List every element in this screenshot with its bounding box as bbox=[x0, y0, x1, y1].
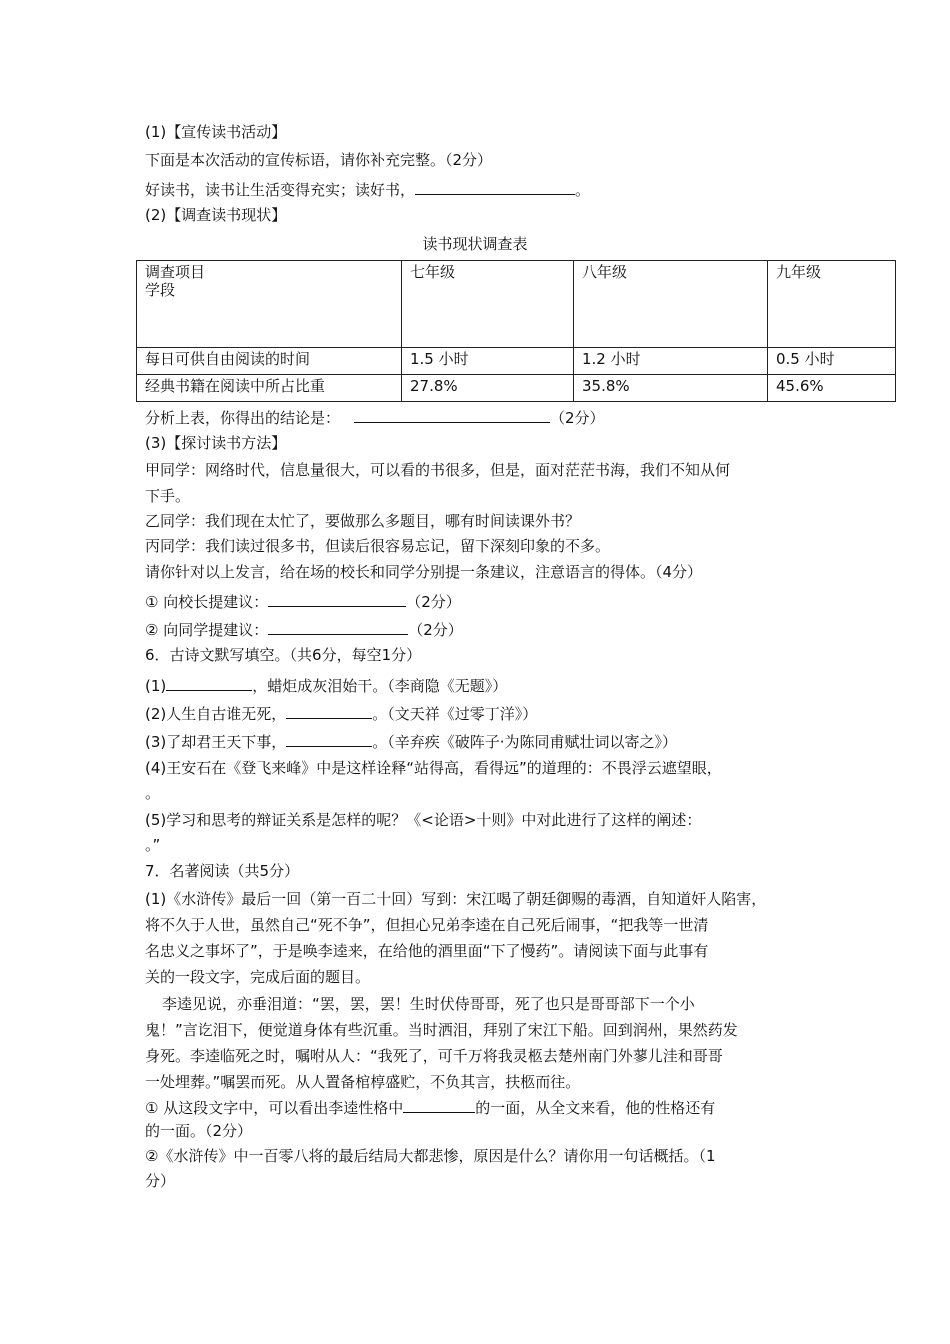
section-2-heading: (2)【调查读书现状】 bbox=[145, 206, 287, 224]
excerpt-line: 鬼！”言讫泪下，便觉道身体有些沉重。当时洒泪，拜别了宋江下船。回到润州，果然药发 bbox=[145, 1021, 738, 1039]
row-label: 经典书籍在阅读中所占比重 bbox=[137, 375, 402, 402]
question-6-heading: 6．古诗文默写填空。（共6分，每空1分） bbox=[145, 646, 422, 664]
excerpt-line: 李逵见说，亦垂泪道：“罢，罢，罢！生时伏侍哥哥，死了也只是哥哥部下一个小 bbox=[162, 995, 695, 1013]
q7-sub1-line bbox=[145, 1096, 715, 1118]
table-cell: 27.8% bbox=[402, 375, 574, 402]
table-cell: 1.5 小时 bbox=[402, 348, 574, 375]
poem-blank-2[interactable] bbox=[286, 702, 372, 719]
poem-line-1-num: (1) bbox=[145, 677, 167, 695]
speaker-yi: 乙同学：我们现在太忙了，要做那么多题目，哪有时间读课外书？ bbox=[145, 512, 581, 530]
table-header-row bbox=[137, 261, 896, 348]
excerpt-line: 身死。李逵临死之时，嘱咐从人：“我死了，可千万将我灵柩去楚州南门外蓼儿洼和哥哥 bbox=[145, 1047, 723, 1065]
classmates-suggestion-line bbox=[145, 618, 463, 640]
poem-line-3 bbox=[145, 730, 677, 752]
principal-points: （2分） bbox=[406, 593, 461, 611]
poem-line-3-text: (3)了却君王天下事， bbox=[145, 733, 287, 751]
survey-table bbox=[136, 260, 896, 402]
table-corner-cell bbox=[137, 261, 402, 348]
q7-sub1-prompt: ① 从这段文字中，可以看出李逵性格中 bbox=[145, 1099, 404, 1117]
grade-header: 八年级 bbox=[574, 261, 768, 348]
q7-intro-line: 名忠义之事坏了”，于是唤李逵来，在给他的酒里面“下了慢药”。请阅读下面与此事有 bbox=[145, 942, 709, 960]
section-1-instruction: 下面是本次活动的宣传标语，请你补充完整。（2分） bbox=[145, 151, 493, 169]
poem-line-2 bbox=[145, 702, 537, 724]
poem-line-1-text: ，蜡炬成灰泪始干。（李商隐《无题》） bbox=[252, 677, 508, 695]
conclusion-line bbox=[145, 406, 605, 428]
row-label: 每日可供自由阅读的时间 bbox=[137, 348, 402, 375]
table-cell: 0.5 小时 bbox=[768, 348, 896, 375]
speaker-jia-line-1: 甲同学：网络时代，信息量很大，可以看的书很多，但是，面对茫茫书海，我们不知从何 bbox=[145, 461, 731, 479]
q7-intro-line: 将不久于人世，虽然自己“死不争”，但担心兄弟李逵在自己死后闹事，“把我等一世清 bbox=[145, 916, 709, 934]
section-3-heading: (3)【探讨读书方法】 bbox=[145, 434, 287, 452]
slogan-text: 好读书，读书让生活变得充实；读好书， bbox=[145, 181, 416, 199]
q7-sub2-line-2: 分） bbox=[145, 1172, 176, 1190]
corner-label-grade: 学段 bbox=[145, 281, 176, 299]
poem-line-5: (5)学习和思考的辩证关系是怎样的呢？《<论语>十则》中对此进行了这样的阐述： bbox=[145, 811, 702, 829]
corner-label-item: 调查项目 bbox=[145, 263, 206, 281]
poem-line-3-source: 。（辛弃疾《破阵子·为陈同甫赋壮词以寄之》） bbox=[372, 733, 678, 751]
poem-blank-1[interactable] bbox=[166, 674, 252, 691]
speaker-jia-line-2: 下手。 bbox=[145, 487, 191, 505]
poem-line-4-end: 。 bbox=[145, 784, 161, 802]
poem-line-2-text: (2)人生自古谁无死， bbox=[145, 705, 287, 723]
table-row bbox=[137, 375, 896, 402]
classmates-points: （2分） bbox=[408, 621, 463, 639]
slogan-end: 。 bbox=[575, 181, 591, 199]
excerpt-line: 一处埋葬。”嘱罢而死。从人置备棺椁盛贮，不负其言，扶柩而往。 bbox=[145, 1073, 581, 1091]
q7-sub1-continue: 的一面，从全文来看，他的性格还有 bbox=[475, 1099, 716, 1117]
slogan-line bbox=[145, 178, 590, 200]
speaker-bing: 丙同学：我们读过很多书，但读后很容易忘记，留下深刻印象的不多。 bbox=[145, 537, 611, 555]
q7-sub2-line: ②《水浒传》中一百零八将的最后结局大都悲惨，原因是什么？请你用一句话概括。（1 bbox=[145, 1147, 716, 1165]
principal-prompt: ① 向校长提建议： bbox=[145, 593, 269, 611]
q7-sub1-line-2: 的一面。（2分） bbox=[145, 1122, 253, 1140]
table-title: 读书现状调查表 bbox=[422, 235, 528, 253]
poem-line-4: (4)王安石在《登飞来峰》中是这样诠释“站得高，看得远”的道理的：不畏浮云遮望眼， bbox=[145, 759, 722, 777]
q7-intro-line: (1)《水浒传》最后一回（第一百二十回）写到：宋江喝了朝廷御赐的毒酒，自知道奸人陷害， bbox=[145, 890, 767, 908]
classmates-answer-blank[interactable] bbox=[268, 618, 408, 635]
classmates-prompt: ② 向同学提建议： bbox=[145, 621, 269, 639]
poem-line-1 bbox=[145, 674, 507, 696]
slogan-answer-blank[interactable] bbox=[415, 178, 575, 195]
grade-header: 九年级 bbox=[768, 261, 896, 348]
grade-header: 七年级 bbox=[402, 261, 574, 348]
section-1-heading: (1)【宣传读书活动】 bbox=[145, 123, 287, 141]
table-row bbox=[137, 348, 896, 375]
table-cell: 35.8% bbox=[574, 375, 768, 402]
q7-intro-line: 关的一段文字，完成后面的题目。 bbox=[145, 968, 371, 986]
question-7-heading: 7．名著阅读（共5分） bbox=[145, 862, 300, 880]
table-cell: 1.2 小时 bbox=[574, 348, 768, 375]
principal-suggestion-line bbox=[145, 590, 461, 612]
conclusion-prompt: 分析上表，你得出的结论是： bbox=[145, 409, 341, 427]
poem-blank-3[interactable] bbox=[286, 730, 372, 747]
poem-line-2-source: 。（文天祥《过零丁洋》） bbox=[372, 705, 538, 723]
conclusion-points: （2分） bbox=[550, 409, 605, 427]
table-cell: 45.6% bbox=[768, 375, 896, 402]
poem-line-5-end: 。” bbox=[145, 836, 161, 854]
q7-sub1-blank[interactable] bbox=[403, 1096, 475, 1113]
conclusion-answer-blank[interactable] bbox=[354, 406, 550, 423]
section-3-instruction: 请你针对以上发言，给在场的校长和同学分别提一条建议，注意语言的得体。（4分） bbox=[145, 563, 703, 581]
principal-answer-blank[interactable] bbox=[268, 590, 406, 607]
